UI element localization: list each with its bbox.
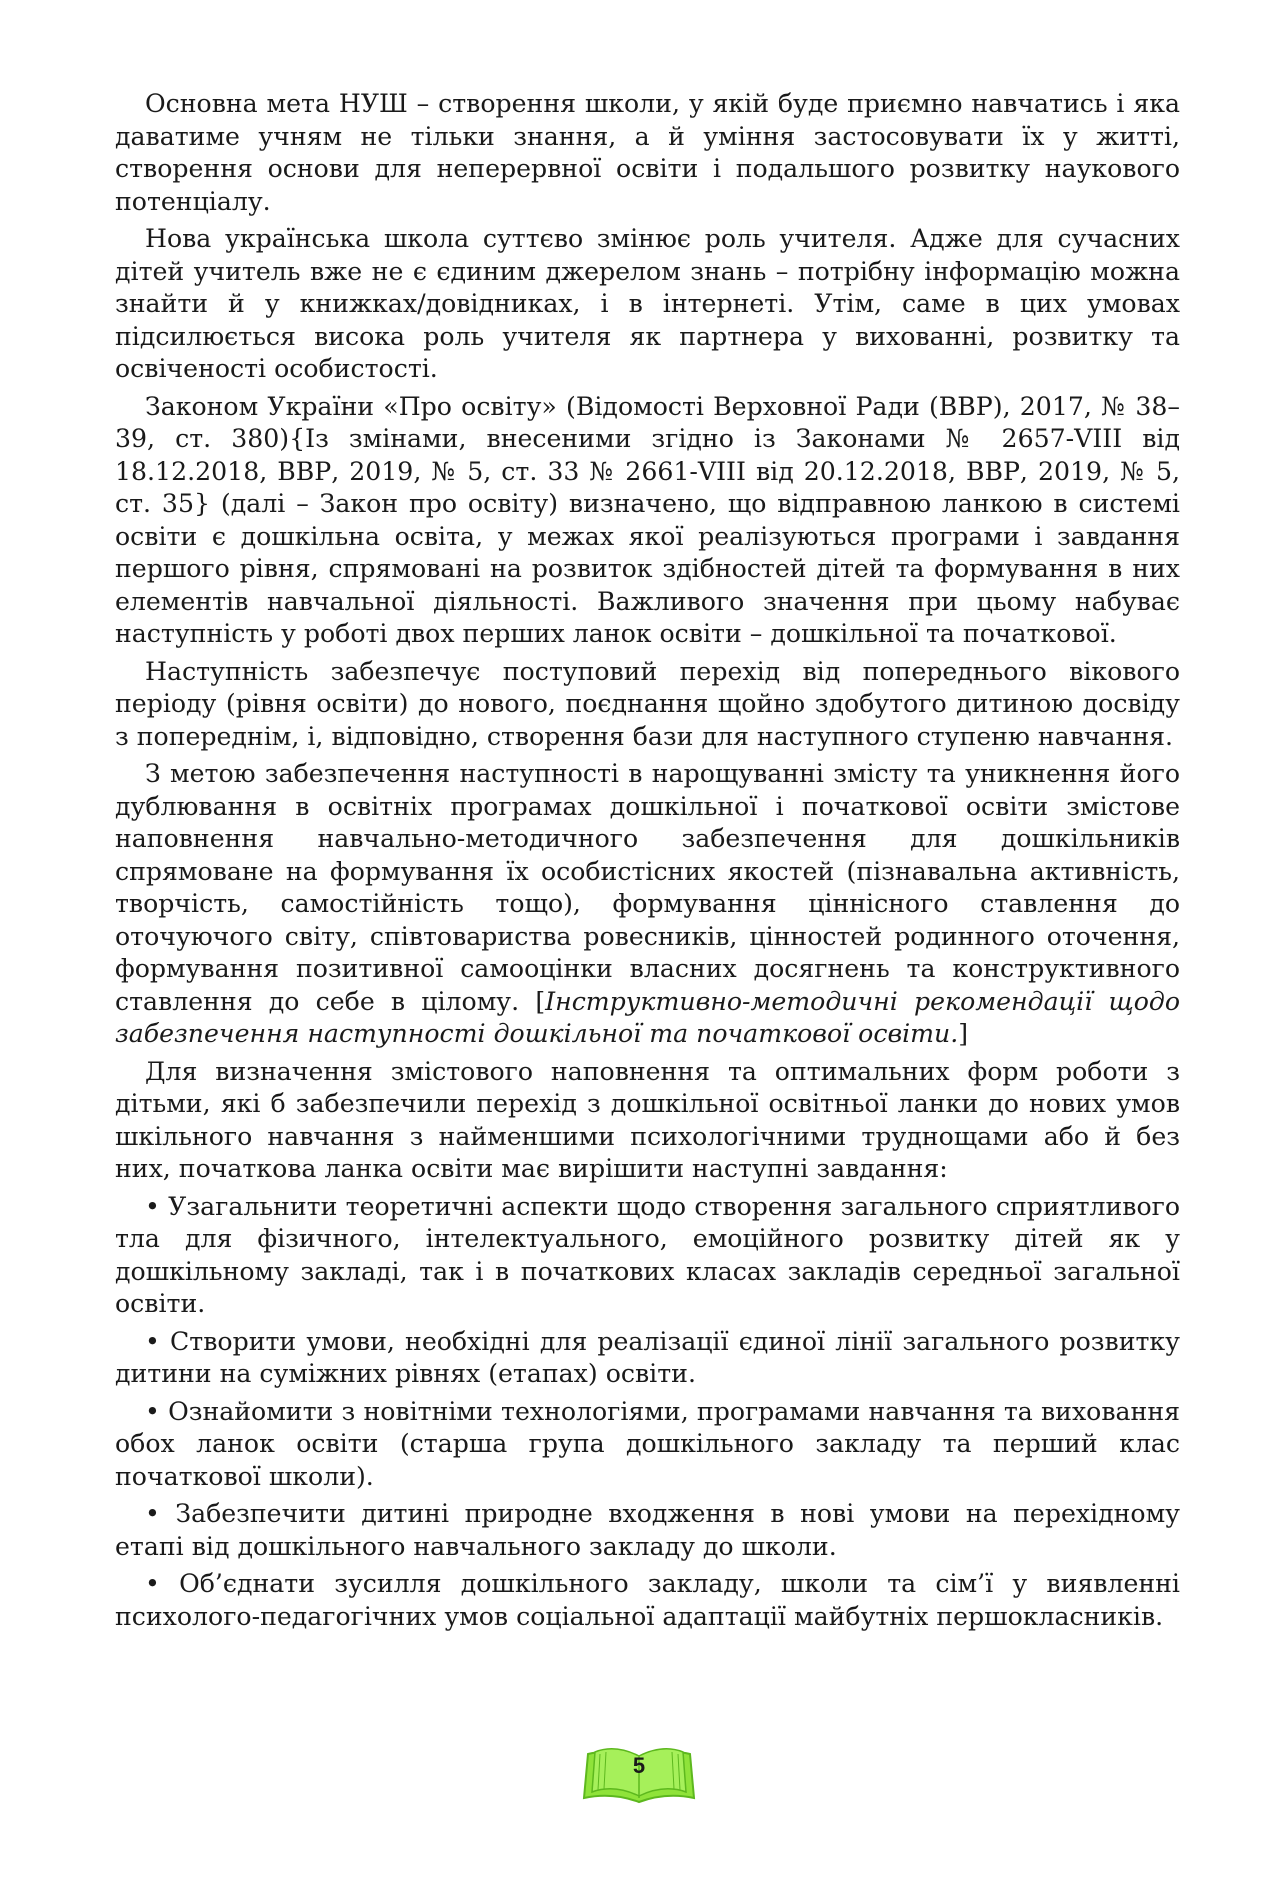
bullet-marker: •	[145, 1499, 160, 1528]
page-body	[115, 88, 1180, 1638]
page-number: 5	[632, 1753, 646, 1778]
list-item-text: Створити умови, необхідні для реалізації єдиної лінії загального розвитку дитини на суміжних рівнях (етапах) освіти.	[115, 1326, 1180, 1388]
paragraph-teacher-role: Нова українська школа суттєво змінює роль учителя. Адже для сучасних дітей учитель вже не є єдиним джерелом знань – потрібну інформацію можна знайти й у книжках/довідниках, і в інтернеті. Утім, саме в цих умовах підсилюється висока роль учителя як партнера у вихованні, розвитку та освіченості особистості.	[115, 224, 1180, 383]
page-footer	[578, 1740, 700, 1810]
paragraph-continuity: Наступність забезпечує поступовий перехід від попереднього вікового періоду (рівня освіти) до нового, поєднання щойно здобутого дитиною досвіду з попереднім, і, відповідно, створення бази для наступного ступеню навчання.	[115, 656, 1180, 751]
list-item	[115, 1498, 1180, 1563]
list-item	[115, 1326, 1180, 1391]
paragraph-nush-goal: Основна мета НУШ – створення школи, у якій буде приємно навчатись і яка даватиме учням не тільки знання, а й уміння застосовувати їх у житті, створення основи для неперервної освіти і подальшого розвитку наукового потенціалу.	[115, 89, 1180, 216]
paragraph-tasks-intro: Для визначення змістового наповнення та оптимальних форм роботи з дітьми, які б забезпечили перехід з дошкільної освітньої ланки до нових умов шкільного навчання з найменшими психологічними труднощами або й без них, початкова ланка освіти має вирішити наступні завдання:	[115, 1056, 1180, 1183]
list-item	[115, 1396, 1180, 1494]
bullet-marker: •	[145, 1569, 160, 1598]
bullet-marker: •	[145, 1326, 160, 1356]
list-item	[115, 1191, 1180, 1321]
citation-reference: Інструктивно-методичні рекомендації щодо забезпечення наступності дошкільної та початкової освіти.	[115, 986, 1180, 1048]
list-item-text: Узагальнити теоретичні аспекти щодо створення загального сприятливого тла для фізичного, інтелектуального, емоційного розвитку дітей як у дошкільному закладі, так і в початкових класах закладів середньої загальної освіти.	[115, 1191, 1180, 1318]
list-item-text: Ознайомити з новітніми технологіями, програмами навчання та виховання обох ланок освіти (старша група дошкільного закладу та перший клас початкової школи).	[115, 1396, 1180, 1491]
citation-bracket-close: ]	[958, 1019, 969, 1048]
paragraph-content-continuity-text: З метою забезпечення наступності в нарощуванні змісту та уникнення його дублювання в освітніх програмах дошкільної і початкової освіти змістове наповнення навчально-методичного забезпечення для дошкільників спрямоване на формування їх особистісних якостей (пізнавальна активність, творчість, самостійність тощо), формування ціннісного ставлення до оточуючого світу, співтовариства ровесників, цінностей родинного оточення, формування позитивної самооцінки власних досягнень та конструктивного ставлення до себе в цілому. [	[115, 759, 1180, 1016]
paragraph-content-continuity	[115, 758, 1180, 1051]
bullet-marker: •	[145, 1191, 160, 1221]
bullet-marker: •	[145, 1396, 160, 1426]
list-item-text: Об’єднати зусилля дошкільного закладу, школи та сім’ї у виявленні психолого-педагогічних умов соціальної адаптації майбутніх першокласників.	[115, 1569, 1180, 1631]
list-item-text: Забезпечити дитині природне входження в нові умови на перехідному етапі від дошкільного навчального закладу до школи.	[115, 1499, 1180, 1561]
paragraph-education-law: Законом України «Про освіту» (Відомості Верховної Ради (ВВР), 2017, № 38–39, ст. 380){Із змінами, внесеними згідно із Законами № 2657-VIII від 18.12.2018, ВВР, 2019, № 5, ст. 33 № 2661-VIII від 20.12.2018, ВВР, 2019, № 5, ст. 35} (далі – Закон про освіту) визначено, що відправною ланкою в системі освіти є дошкільна освіта, у межах якої реалізуються програми і завдання першого рівня, спрямовані на розвиток здібностей дітей та формування в них елементів навчальної діяльності. Важливого значення при цьому набуває наступність у роботі двох перших ланок освіти – дошкільної та початкової.	[115, 391, 1180, 648]
list-item	[115, 1568, 1180, 1633]
